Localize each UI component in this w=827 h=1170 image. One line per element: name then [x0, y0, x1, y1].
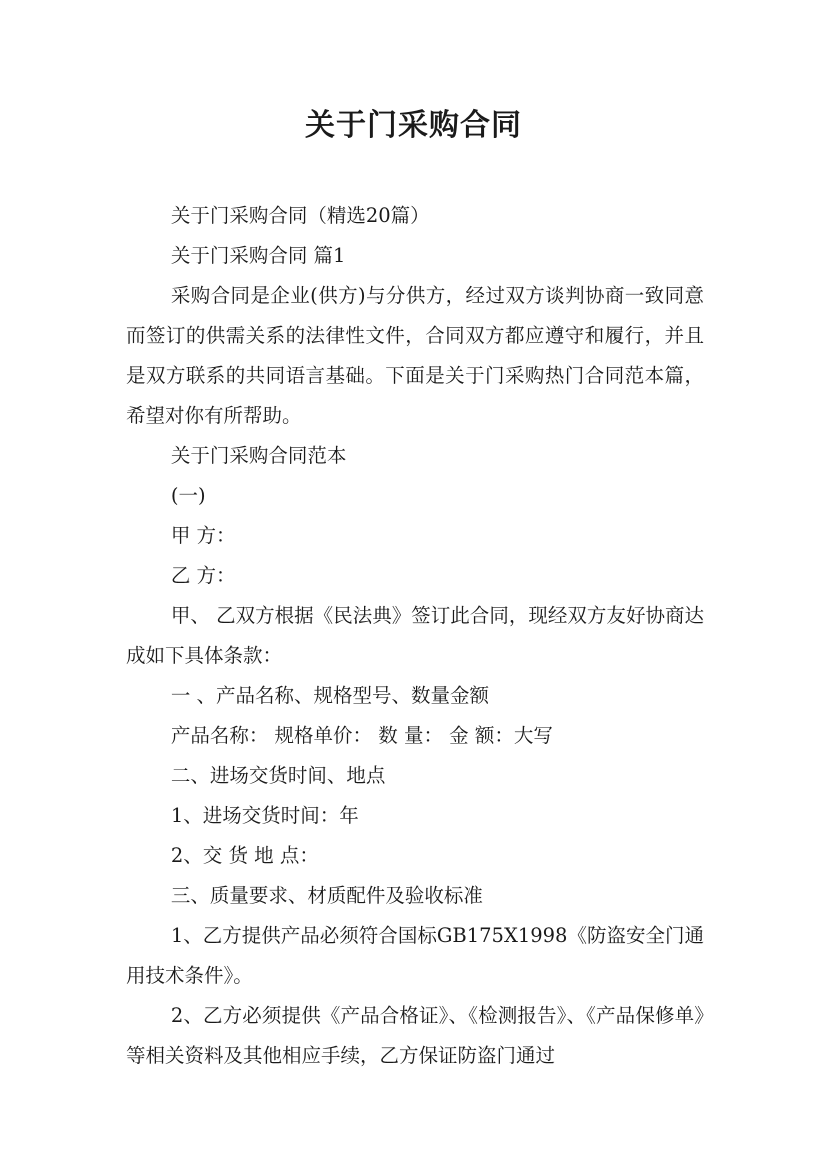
- paragraph-part-number: (一): [170, 484, 206, 507]
- paragraph-clause-1-heading: 一 、产品名称、规格型号、数量金额: [170, 684, 490, 707]
- document-body: [126, 196, 704, 1076]
- paragraph-intro: 采购合同是企业(供方)与分供方，经过双方谈判协商一致同意而签订的供需关系的法律性文件，合同双方都应遵守和履行，并且是双方联系的共同语言基础。下面是关于门采购热门合同范本篇，希望对你有所帮助。: [126, 284, 704, 427]
- paragraph-section-heading: 关于门采购合同 篇1: [170, 244, 346, 267]
- paragraph-party-b: 乙 方：: [170, 564, 236, 587]
- paragraph-product-fields: 产品名称： 规格单价： 数 量： 金 额：大写: [170, 724, 553, 747]
- paragraph-quality-standard: 1、乙方提供产品必须符合国标GB175X1998《防盗安全门通用技术条件》。: [126, 924, 704, 987]
- paragraph-subtitle: 关于门采购合同（精选20篇）: [170, 204, 430, 227]
- paragraph-clause-2-heading: 二、进场交货时间、地点: [170, 764, 386, 787]
- paragraph-documents-required: 2、乙方必须提供《产品合格证》、《检测报告》、《产品保修单》等相关资料及其他相应手续，乙方保证防盗门通过: [126, 1004, 704, 1067]
- paragraph-agreement: 甲、 乙双方根据《民法典》签订此合同，现经双方友好协商达成如下具体条款：: [126, 604, 704, 667]
- document-title: 关于门采购合同: [305, 108, 522, 143]
- paragraph-delivery-time: 1、进场交货时间：年: [170, 804, 359, 827]
- paragraph-party-a: 甲 方：: [170, 524, 236, 547]
- paragraph-delivery-place: 2、交 货 地 点：: [170, 844, 319, 867]
- paragraph-clause-3-heading: 三、质量要求、材质配件及验收标准: [170, 884, 483, 907]
- paragraph-template-title: 关于门采购合同范本: [170, 444, 347, 467]
